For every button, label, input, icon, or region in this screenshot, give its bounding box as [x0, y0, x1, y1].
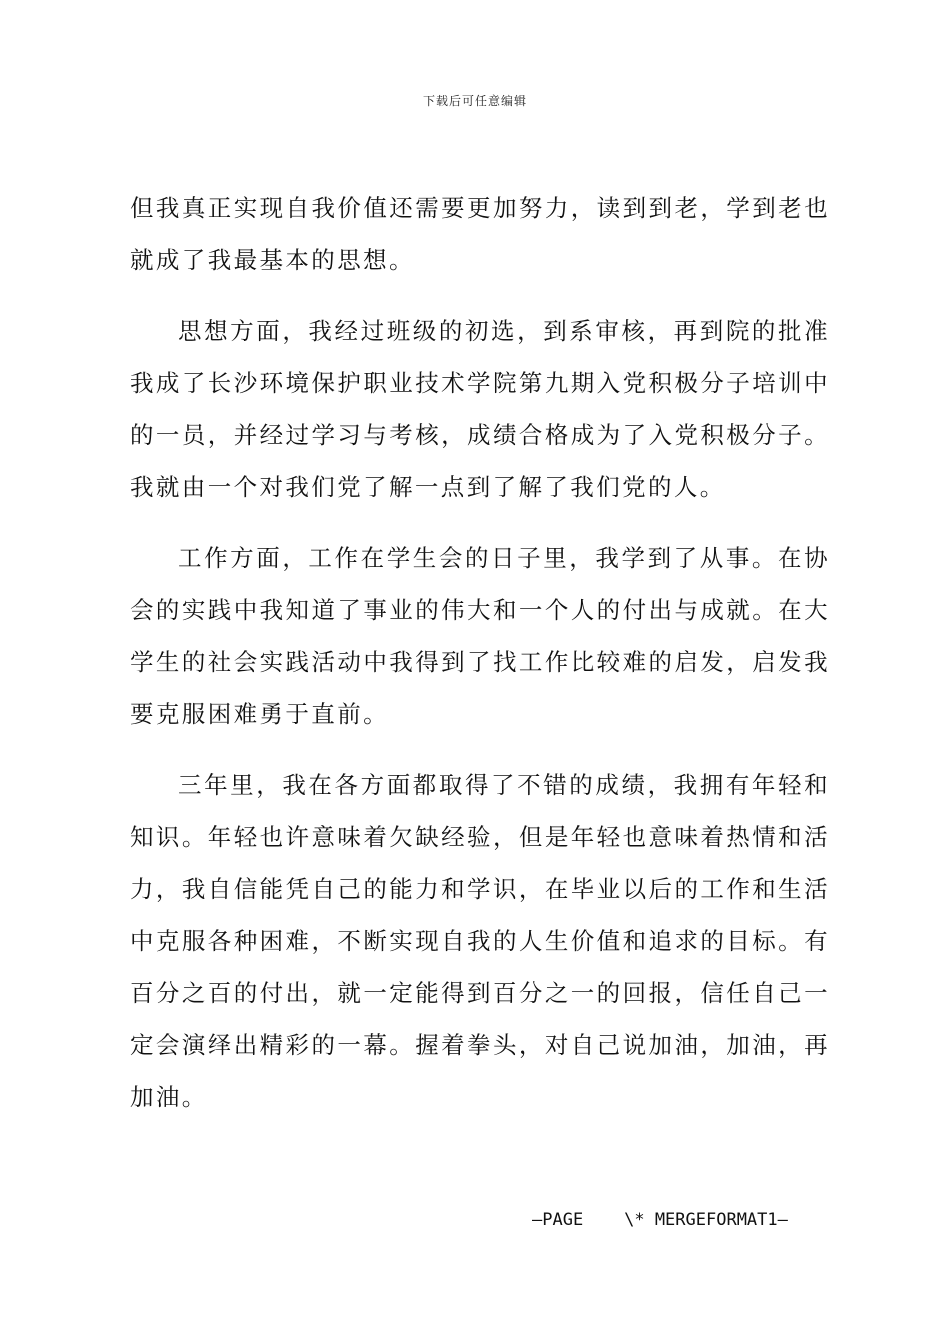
paragraph-continuation: 但我真正实现自我价值还需要更加努力，读到到老，学到老也就成了我最基本的思想。 [130, 194, 830, 274]
paragraph-summary: 三年里，我在各方面都取得了不错的成绩，我拥有年轻和知识。年轻也许意味着欠缺经验，但是年轻也意味着热情和活力，我自信能凭自己的能力和学识，在毕业以后的工作和生活中克服各种困难，不断实现自我的人生价值和追求的目标。有百分之百的付出，就一定能得到百分之一的回报，信任自己一定会演绎出精彩的一幕。握着拳头，对自己说加油，加油，再加油。 [130, 771, 830, 1111]
paragraph-thought: 思想方面，我经过班级的初选，到系审核，再到院的批准我成了长沙环境保护职业技术学院第九期入党积极分子培训中的一员，并经过学习与考核，成绩合格成为了入党积极分子。我就由一个对我们党了解一点到了解了我们党的人。 [130, 317, 830, 501]
page-header: 下载后可任意编辑 [422, 94, 527, 108]
paragraph-work: 工作方面，工作在学生会的日子里，我学到了从事。在协会的实践中我知道了事业的伟大和一个人的付出与成就。在大学生的社会实践活动中我得到了找工作比较难的启发，启发我要克服困难勇于直前。 [130, 544, 830, 728]
document-body [130, 182, 830, 1142]
page-footer: —PAGE \* MERGEFORMAT1— [532, 1210, 788, 1230]
